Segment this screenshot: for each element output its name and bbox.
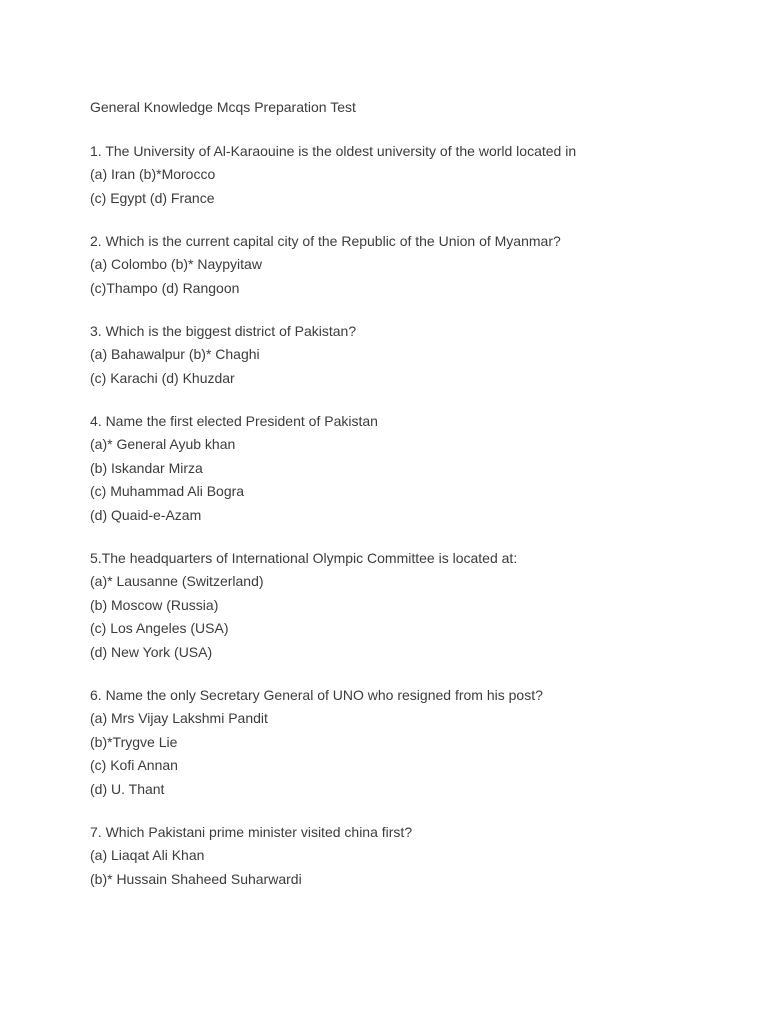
question-text: 1. The University of Al-Karaouine is the oldest university of the world located in (90, 142, 577, 159)
answer-option: (c) Los Angeles (USA) (90, 620, 229, 636)
answer-option: (c) Kofi Annan (90, 757, 178, 773)
answer-option: (d) New York (USA) (90, 643, 213, 660)
answer-option: (b)* Hussain Shaheed Suharwardi (90, 870, 302, 887)
question-text: 5.The headquarters of International Olympic Committee is located at: (90, 549, 518, 566)
document-title: General Knowledge Mcqs Preparation Test (90, 99, 356, 115)
answer-option: (b)*Trygve Lie (90, 733, 178, 750)
answer-option: (a) Mrs Vijay Lakshmi Pandit (90, 710, 268, 726)
question-7 (90, 821, 730, 892)
answer-option: (b) Moscow (Russia) (90, 596, 219, 613)
question-text: 7. Which Pakistani prime minister visited china first? (90, 823, 413, 840)
question-1 (90, 140, 730, 211)
answer-options: (c) Karachi (d) Khuzdar (90, 369, 235, 386)
answer-option: (a)* General Ayub khan (90, 436, 236, 452)
answer-options: (c) Egypt (d) France (90, 189, 215, 206)
answer-option: (c) Muhammad Ali Bogra (90, 483, 245, 499)
question-5 (90, 547, 730, 665)
answer-options: (a) Iran (b)*Morocco (90, 166, 216, 182)
answer-option: (a) Liaqat Ali Khan (90, 847, 205, 863)
answer-option: (a)* Lausanne (Switzerland) (90, 573, 264, 589)
question-2 (90, 230, 730, 301)
question-3 (90, 320, 730, 391)
answer-option: (d) Quaid-e-Azam (90, 506, 202, 523)
answer-options: (a) Bahawalpur (b)* Chaghi (90, 346, 260, 362)
question-text: 6. Name the only Secretary General of UNO who resigned from his post? (90, 686, 543, 703)
question-text: 3. Which is the biggest district of Pakistan? (90, 322, 357, 339)
answer-option: (b) Iskandar Mirza (90, 459, 203, 476)
question-4 (90, 410, 730, 528)
question-text: 4. Name the first elected President of Pakistan (90, 412, 378, 429)
question-6 (90, 684, 730, 802)
answer-option: (d) U. Thant (90, 780, 165, 797)
answer-options: (c)Thampo (d) Rangoon (90, 279, 240, 296)
document-body (90, 96, 730, 911)
question-text: 2. Which is the current capital city of the Republic of the Union of Myanmar? (90, 232, 561, 249)
answer-options: (a) Colombo (b)* Naypyitaw (90, 256, 262, 272)
